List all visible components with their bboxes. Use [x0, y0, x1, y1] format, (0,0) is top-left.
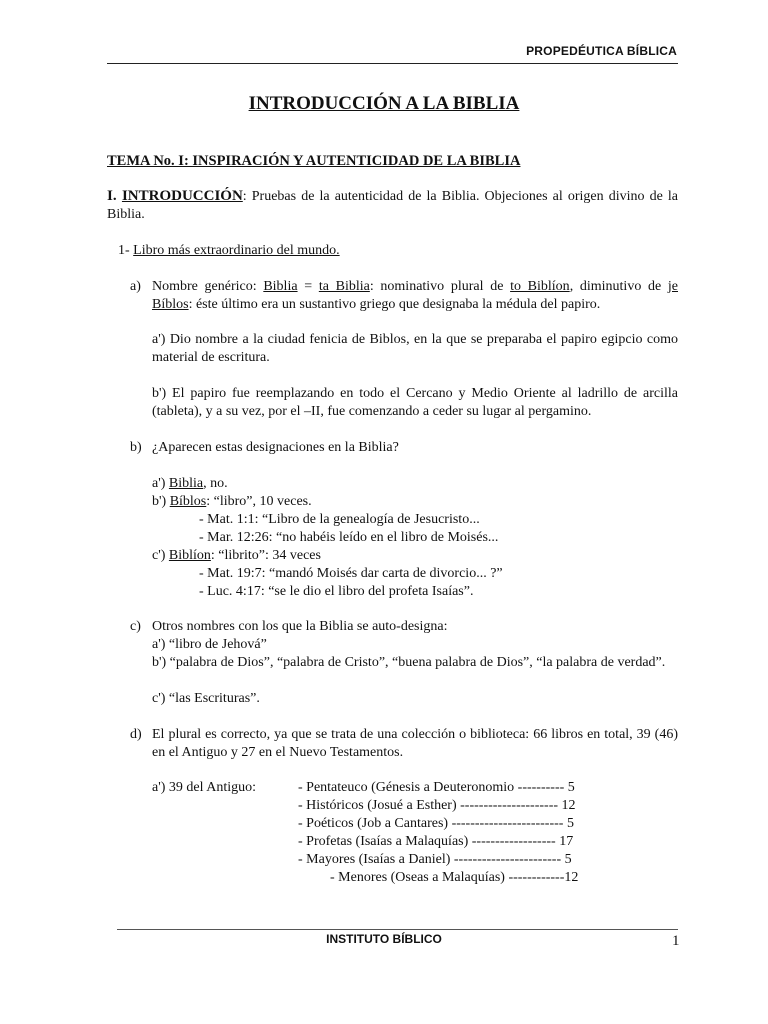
item-d-text: El plural es correcto, ya que se trata de una colección o biblioteca: 66 libros en total, 39 (46) en el Antiguo y 27 en el Nuevo Testamentos. — [152, 727, 678, 760]
page-number: 1 — [672, 933, 680, 949]
item-c-sub-c: c') “las Escrituras”. — [152, 691, 260, 706]
book-line: - Poéticos (Job a Cantares) ------------------------ 5 — [298, 816, 574, 831]
document-title: INTRODUCCIÓN A LA BIBLIA — [248, 93, 520, 114]
reference-line: - Mar. 12:26: “no habéis leído en el libro de Moisés... — [199, 530, 499, 545]
item-b-label: b) — [130, 440, 142, 455]
tema-heading: TEMA No. I: INSPIRACIÓN Y AUTENTICIDAD DE LA BIBLIA — [107, 153, 521, 169]
intro-heading: INTRODUCCIÓN — [121, 188, 243, 204]
header-rule — [107, 63, 678, 64]
book-line: - Mayores (Isaías a Daniel) ----------------------- 5 — [298, 852, 572, 867]
item-a-sub-b: b') El papiro fue reemplazando en todo el Cercano y Medio Oriente al ladrillo de arcilla (tableta), y a su vez, por el –II, fue comenzando a ceder su lugar al pergamino. — [152, 386, 678, 419]
book-line: - Pentateuco (Génesis a Deuteronomio ---------- 5 — [298, 780, 575, 795]
item-c-sub-a: a') “libro de Jehová” — [152, 637, 267, 652]
item-b-text: ¿Aparecen estas designaciones en la Biblia? — [152, 440, 399, 455]
running-header: PROPEDÉUTICA BÍBLICA — [526, 44, 677, 58]
item-b-sub-b: b') Bíblos: “libro”, 10 veces. — [152, 494, 312, 509]
reference-line: - Mat. 19:7: “mandó Moisés dar carta de divorcio... ?” — [199, 566, 503, 581]
book-line: - Profetas (Isaías a Malaquías) ------------------ 17 — [298, 834, 574, 849]
item-a-paragraph: Nombre genérico: Biblia = ta Biblia: nominativo plural de to Biblíon, diminutivo de je Bíblos: éste último era un sustantivo griego que designaba la médula del papiro. — [152, 279, 678, 312]
intro-paragraph — [107, 187, 678, 224]
section-1-label: Libro más extraordinario del mundo. — [133, 243, 340, 258]
item-c-text: Otros nombres con los que la Biblia se auto-designa: — [152, 619, 448, 634]
book-line: - Menores (Oseas a Malaquías) ------------12 — [330, 870, 579, 885]
intro-number: I. — [107, 188, 122, 204]
book-line: - Históricos (Josué a Esther) --------------------- 12 — [298, 798, 576, 813]
intro-text: : Pruebas de la autenticidad de la Biblia. Objeciones al origen divino de la Biblia. — [107, 189, 678, 222]
item-b-sub-c: c') Biblíon: “librito”: 34 veces — [152, 548, 321, 563]
item-b-sub-a: a') Biblia, no. — [152, 476, 228, 491]
footer-text: INSTITUTO BÍBLICO — [326, 932, 442, 946]
item-d-label: d) — [130, 727, 142, 742]
item-d-sub-a: a') 39 del Antiguo: — [152, 780, 257, 795]
section-1-title: 1- Libro más extraordinario del mundo. — [118, 243, 340, 258]
item-a-sub-a: a') Dio nombre a la ciudad fenicia de Biblos, en la que se preparaba el papiro egipcio como material de escritura. — [152, 332, 678, 365]
reference-line: - Mat. 1:1: “Libro de la genealogía de Jesucristo... — [199, 512, 480, 527]
item-c-label: c) — [130, 619, 141, 634]
footer-rule — [117, 929, 678, 930]
item-c-sub-b: b') “palabra de Dios”, “palabra de Cristo”, “buena palabra de Dios”, “la palabra de verdad”. — [152, 655, 666, 670]
item-a-label: a) — [130, 279, 141, 294]
reference-line: - Luc. 4:17: “se le dio el libro del profeta Isaías”. — [199, 584, 474, 599]
